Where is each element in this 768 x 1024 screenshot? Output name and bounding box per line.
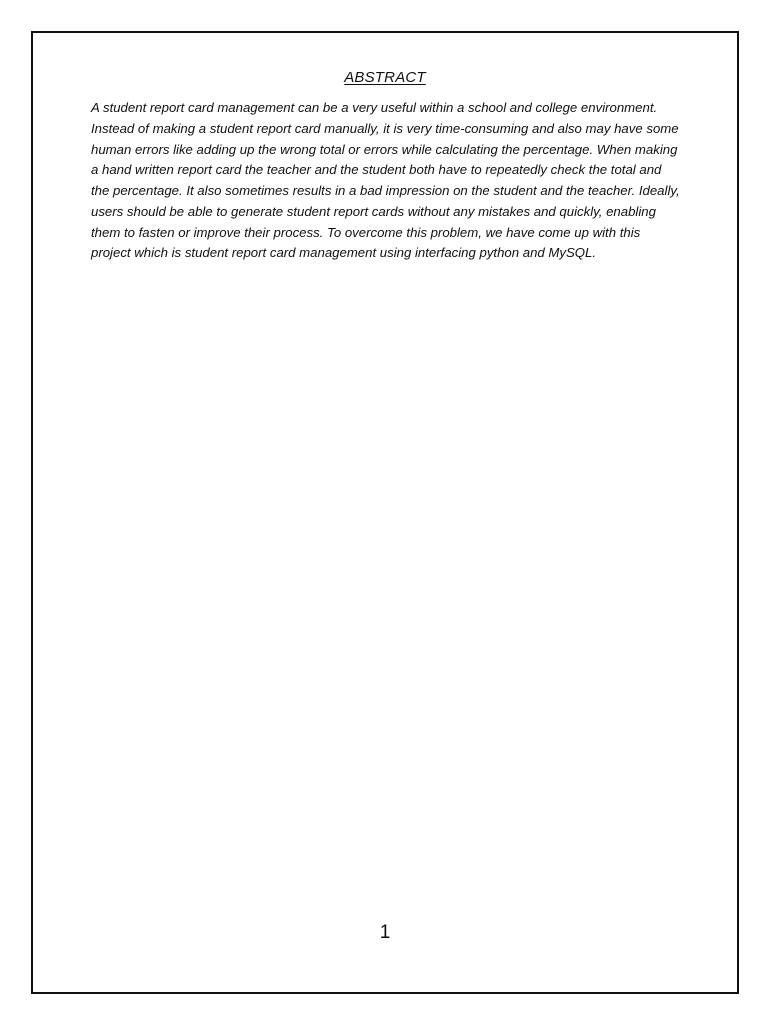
page-border — [31, 31, 739, 994]
abstract-paragraph: A student report card management can be a very useful within a school and college environment. Instead of making a student report card manually, it is very time-consuming and also may have some human errors like adding up the wrong total or errors while calculating the percentage. When making a hand written report card the teacher and the student both have to repeatedly check the total and the percentage. It also sometimes results in a bad impression on the student and the teacher. Ideally, users should be able to generate student report cards without any mistakes and quickly, enabling them to fasten or improve their process. To overcome this problem, we have come up with this project which is student report card management using interfacing python and MySQL. — [91, 100, 680, 261]
abstract-title: ABSTRACT — [344, 69, 426, 86]
page-number: 1 — [379, 922, 391, 943]
